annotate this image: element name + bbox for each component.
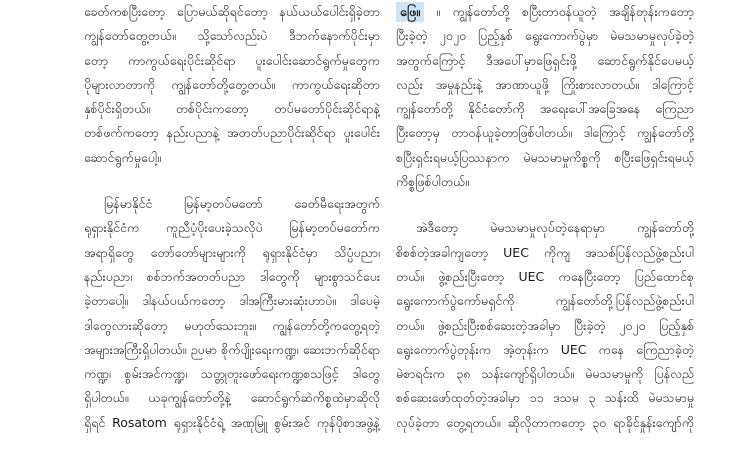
text-line: ဒါတွေလားဆိုတော့ မဟုတ်သေးဘူး။ ကျွန်တော်တို့ကတွေ့ရတဲ့ bbox=[84, 317, 380, 333]
text-line: တယ်။ ဖွဲ့စည်းပြီးတော့ UEC ကနေပြီးတော့ ပြည်ထောင်စု bbox=[396, 268, 694, 284]
text-line: ရုရှားနိုင်ငံက ကူညီပံ့ပိုးပေးခဲ့သလိုပဲ မြန်မာ့တပ်မတော်က bbox=[84, 220, 380, 236]
text-line: မဲစာရင်းက ၃၈ သန်းကျော်ရှိပါတယ်။ မဲမသမာမှုကို ပြန်လည် bbox=[396, 366, 694, 382]
text-line: မြန်မာနိုင်ငံ မြန်မာ့တပ်မတော် ခေတ်မီရေးအတွက် bbox=[104, 196, 380, 212]
text-line: စစ်ဆေးဖော်ထုတ်တဲ့အခါမှာ ၁၁ ဒသမ ၃ သန်းထိ မဲမသမာမှု bbox=[396, 390, 694, 406]
text-line: ခဲ့တာပေါ့။ ဒါနယ်ပယ်ကတော့ ဒါအကြီးမားဆုံးဟာပဲ။ ဒါပေမဲ့ bbox=[84, 293, 380, 309]
text-line: အတွက်ကြောင့် ဒီအပေါ်မှာဖြေရှင်းဖို့ ဆောင်ရွက်နိုင်ပေမယ့် bbox=[396, 52, 694, 68]
text-line: လုပ်ခဲ့တာ တွေ့ရတယ်။ ဆိုလိုတာကတော့ ၃၀ ရာခိုင်နှုန်းကျော်ကို bbox=[396, 414, 694, 430]
text-line: ရွေးကောက်ပွဲတုန်းက အဲ့တုန်းက UEC ကနေ ကြေညာခဲ့တဲ့ bbox=[396, 341, 694, 357]
text-line: တယ်။ ဖွဲ့စည်းပြီးစစ်ဆေးတဲ့အခါမှာ ပြီးခဲ့တဲ့ ၂၀၂၀ ပြည့်နှစ် bbox=[396, 317, 694, 333]
text-line: ပိုများလာတာကို ကျွန်တော်တို့တွေ့တယ်။ ကာကွယ်ရေးဆိုတာ bbox=[84, 76, 380, 92]
text-line: တစ်ဖက်ကတော့ နည်းပညာနဲ့ အတတ်ပညာပိုင်းဆိုင်ရာ ပူးပေါင်း bbox=[84, 125, 380, 141]
text-line: ရှိပါတယ်။ ယခုကျွန်တော်တို့နဲ့ ဆောင်ရွက်ဆဲကိစ္စထဲမှာဆိုလို bbox=[84, 390, 380, 406]
text-line: လည်း အမှုနည်းနဲ့ အာဏာယူဖို့ ကြိုးစားလာတယ်။ ဒါကြောင့် bbox=[396, 76, 694, 92]
text-line: အဲဒီတော့ မဲမသမာမှုလုပ်တဲ့နေရာမှာ ကျွန်တော်တို့ bbox=[416, 220, 694, 236]
text-line: ခေတ်ကစပြီးတော့ ပြောမယ်ဆိုရင်တော့ နယ်ယယ်ပေါင်းရှိခဲ့တာ bbox=[84, 4, 380, 19]
text-line-first bbox=[396, 0, 694, 24]
text-line: ပြီးခဲ့တဲ့ ၂၀၂၀ ပြည့်နှစ် ရွေးကောက်ပွဲမှာ မဲမသမာမှုလုပ်ခဲ့တဲ့ bbox=[396, 28, 694, 44]
text-line: ပြီးတော့မှ တာဝန်ယူခဲ့တာဖြစ်ပါတယ်။ ဒါကြောင့် ကျွန်တော်တို့ bbox=[396, 125, 694, 141]
text-line: စိစစ်တဲ့အခါကျတော့ UEC ကိုကျ အသစ်ပြန်လည်ဖွဲ့စည်းပါ bbox=[396, 244, 694, 260]
text-line: တော့ ကာကွယ်ရေးပိုင်းဆိုင်ရာ ပူးပေါင်းဆောင်ရွက်မှုတွေက bbox=[84, 52, 380, 68]
text-line: ဆောင်ရွက်မှုပေါ့။ bbox=[84, 149, 161, 165]
text-line: ကိစ္စဖြစ်ပါတယ်။ bbox=[396, 174, 469, 190]
paragraph-gap bbox=[396, 194, 694, 216]
text-line: ရွေးကောက်ပွဲကော်မရှင်ကို ကျွန်တော်တို့ပြန်လည်ဖွဲ့စည်းပါ bbox=[396, 293, 694, 309]
answer-label: ဖြေ။ bbox=[396, 2, 424, 22]
text-line: နှစ်ပိုင်းရှိတယ်။ တစ်ပိုင်းကတော့ တပ်မတော်ပိုင်းဆိုင်ရာနဲ့ bbox=[84, 101, 380, 117]
first-line-text: ။ ကျွန်တော်တို့ စပြီးတာဝန်ယူတဲ့ အချိန်တုန်းကတော့ bbox=[424, 4, 694, 19]
text-line: ကျွန်တော်တို့ နိုင်ငံတော်ကို အရေးပေါ်အခြေအနေ ကြေညာ bbox=[396, 101, 694, 117]
text-line: ကျွန်တော်တွေ့တယ်။ သို့သော်လည်းပဲ ဒီဘက်နောက်ပိုင်းမှာ bbox=[84, 28, 380, 44]
left-paragraph-2 bbox=[84, 192, 380, 435]
text-line: အရာရှိတွေ တော်တော်များများကို ရုရှားနိုင်ငံမှာ သိပ္ပံပညာ၊ bbox=[84, 244, 380, 260]
right-paragraph-2 bbox=[396, 216, 694, 435]
text-line: အများအကြီးရှိပါတယ်။ ဉပမာ စိုက်ပျိုးရေးကဏ္ဍ၊ ဆေးဘက်ဆိုင်ရာ bbox=[84, 341, 380, 357]
left-paragraph-1 bbox=[84, 0, 380, 170]
text-line: စပြီးရှင်းရမယ့်ပြဿနာက မဲမသမာမှုကိစ္စကို စပြီးဖြေရှင်းရမယ့် bbox=[396, 149, 694, 165]
text-line: ရှိရင် Rosatom ရုရှားနိုင်ငံရဲ့ အဏုမြူ စွမ်းအင် ကုန်ပိုစာအဖွဲ့နဲ့ bbox=[84, 414, 380, 430]
paragraph-gap bbox=[84, 170, 380, 192]
text-line: နည်းပညာ၊ စစ်ဘက်အတတ်ပညာ ဒါတွေကို များစွာသင်ပေး bbox=[84, 268, 380, 284]
right-paragraph-1 bbox=[396, 0, 694, 194]
left-column bbox=[84, 0, 380, 435]
text-line: ကဏ္ဍ၊ စွမ်းအင်ကဏ္ဍ၊ သတ္တုတူးဖော်ရေးကဏ္ဍစသဖြင့် ဒါတွေ bbox=[84, 366, 380, 382]
right-column bbox=[396, 0, 694, 435]
